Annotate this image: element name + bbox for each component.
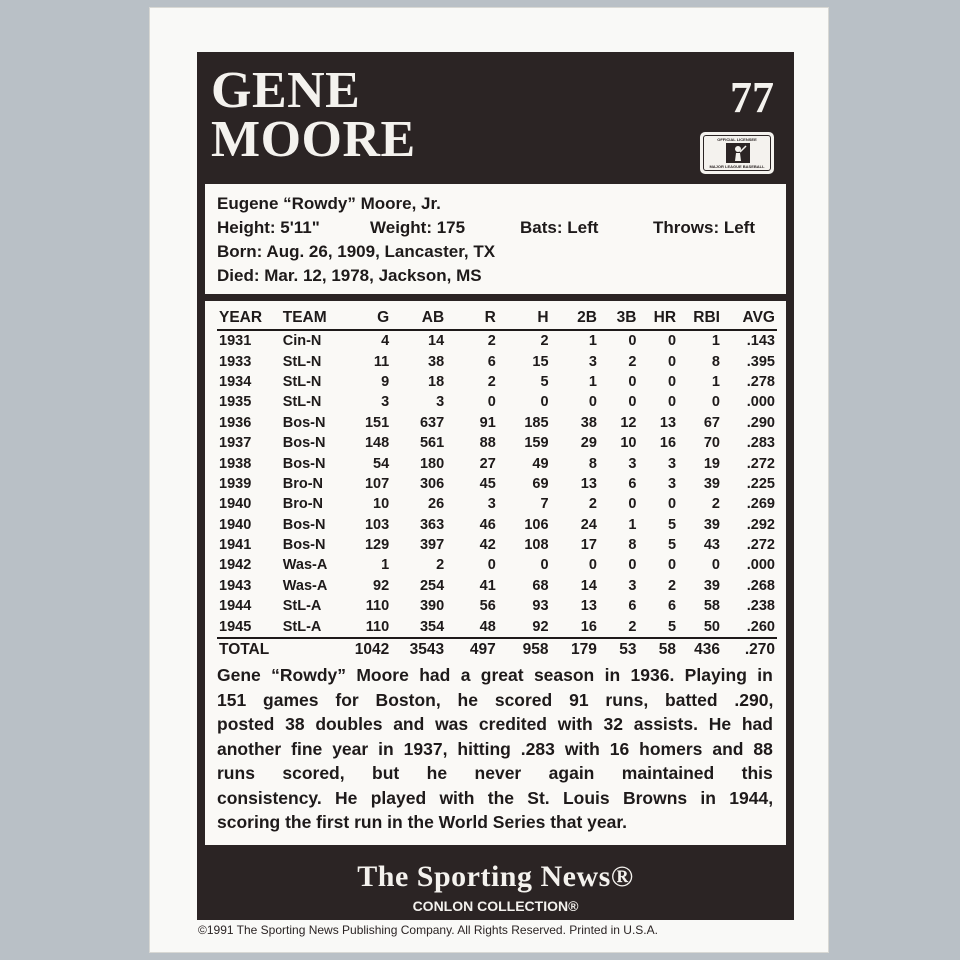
cell-team: Was-A	[282, 557, 328, 574]
cell-team: Bro-N	[282, 496, 324, 513]
stats-row	[217, 555, 777, 575]
cell-ab: 254	[419, 577, 445, 594]
header-g: G	[349, 307, 391, 330]
cell-g: 54	[373, 455, 390, 472]
cell-rbi: 67	[703, 414, 720, 431]
cell-ab: 2	[436, 557, 445, 574]
cell-team: StL-A	[282, 598, 322, 615]
total-hr: 58	[638, 638, 678, 661]
bio-height: Height: 5'11"	[217, 218, 320, 237]
cell-ab: 306	[419, 475, 445, 492]
cell-team: StL-N	[282, 373, 322, 390]
mlb-logo	[700, 132, 774, 174]
stats-row	[217, 535, 777, 555]
sporting-news-logo: The Sporting News®	[357, 860, 634, 893]
cell-g: 4	[381, 333, 390, 350]
cell-g: 103	[364, 516, 390, 533]
cell-team: Bro-N	[282, 475, 324, 492]
cell-h: 92	[532, 618, 549, 635]
header-3b: 3B	[599, 307, 639, 330]
cell-2b: 2	[588, 496, 597, 513]
cell-3b: 10	[620, 435, 637, 452]
cell-3b: 0	[628, 373, 637, 390]
cell-g: 110	[365, 618, 390, 635]
cell-ab: 180	[419, 455, 445, 472]
cell-year: 1936	[219, 414, 252, 431]
cell-g: 151	[364, 414, 390, 431]
header-hr: HR	[638, 307, 678, 330]
mlb-logo-top-text: OFFICIAL LICENSEE	[717, 137, 757, 142]
stats-row	[217, 474, 777, 494]
header-rbi: RBI	[678, 307, 722, 330]
cell-g: 92	[373, 577, 390, 594]
player-first-name: GENE	[211, 62, 361, 119]
cell-h: 7	[540, 496, 549, 513]
cell-2b: 16	[580, 618, 597, 635]
cell-h: 93	[532, 598, 549, 615]
cell-r: 48	[479, 618, 496, 635]
cell-avg: .269	[746, 496, 775, 513]
stats-row	[217, 596, 777, 616]
cell-2b: 38	[580, 414, 597, 431]
stats-row	[217, 515, 777, 535]
batter-silhouette-icon	[726, 143, 750, 163]
cell-team: Was-A	[282, 577, 328, 594]
cell-r: 45	[479, 475, 496, 492]
story-line: runs scored, but he never again maintained this	[217, 763, 773, 783]
cell-g: 3	[381, 394, 390, 411]
cell-hr: 2	[667, 577, 677, 594]
stats-row	[217, 392, 777, 412]
cell-rbi: 1	[711, 373, 720, 390]
cell-rbi: 58	[703, 598, 720, 615]
cell-team: Bos-N	[282, 537, 326, 554]
cell-hr: 5	[667, 618, 677, 635]
cell-year: 1933	[219, 353, 252, 370]
cell-avg: .143	[746, 333, 775, 350]
bio-full-name: Eugene “Rowdy” Moore, Jr.	[217, 194, 441, 213]
stats-row	[217, 616, 777, 637]
cell-3b: 6	[628, 475, 637, 492]
cell-3b: 3	[628, 577, 637, 594]
cell-avg: .292	[746, 516, 775, 533]
bio-born: Born: Aug. 26, 1909, Lancaster, TX	[217, 242, 496, 261]
cell-year: 1940	[219, 516, 252, 533]
header-ab: AB	[391, 307, 446, 330]
cell-h: 0	[540, 557, 549, 574]
cell-year: 1931	[219, 333, 252, 350]
total-2b: 179	[551, 638, 599, 661]
cell-r: 27	[479, 455, 496, 472]
player-name	[211, 62, 416, 168]
cell-h: 5	[540, 373, 549, 390]
cell-g: 129	[364, 537, 390, 554]
cell-h: 49	[532, 455, 549, 472]
cell-2b: 0	[588, 394, 597, 411]
cell-hr: 0	[667, 353, 677, 370]
stats-header-row	[217, 307, 777, 330]
cell-h: 15	[532, 353, 549, 370]
stats-table	[217, 307, 777, 661]
total-ab: 3543	[391, 638, 446, 661]
cell-r: 91	[479, 414, 496, 431]
cell-2b: 1	[588, 333, 597, 350]
stats-row	[217, 372, 777, 392]
cell-ab: 397	[419, 537, 445, 554]
header-year: YEAR	[217, 307, 281, 330]
header-r: R	[446, 307, 498, 330]
cell-avg: .272	[746, 537, 775, 554]
cell-h: 2	[540, 333, 549, 350]
cell-year: 1938	[219, 455, 252, 472]
cell-h: 0	[540, 394, 549, 411]
player-last-name: MOORE	[211, 111, 416, 168]
cell-3b: 6	[628, 598, 637, 615]
story-line: Gene “Rowdy” Moore had a great season in 1936. Playing in	[217, 665, 773, 685]
cell-2b: 3	[588, 353, 597, 370]
cell-avg: .395	[746, 353, 775, 370]
cell-avg: .272	[746, 455, 775, 472]
cell-team: StL-A	[282, 618, 322, 635]
stats-row	[217, 413, 777, 433]
cell-2b: 8	[588, 455, 597, 472]
total-rbi: 436	[678, 638, 722, 661]
bio-throws: Throws: Left	[653, 218, 755, 237]
cell-rbi: 2	[711, 496, 720, 513]
cell-g: 9	[381, 373, 390, 390]
cell-team: Bos-N	[282, 414, 326, 431]
cell-rbi: 1	[711, 333, 720, 350]
cell-ab: 26	[428, 496, 445, 513]
cell-g: 107	[364, 475, 390, 492]
cell-year: 1945	[219, 618, 252, 635]
cell-rbi: 8	[711, 353, 720, 370]
cell-3b: 0	[628, 496, 637, 513]
cell-rbi: 0	[711, 394, 720, 411]
cell-ab: 354	[419, 618, 445, 635]
cell-rbi: 50	[703, 618, 720, 635]
cell-ab: 3	[436, 394, 445, 411]
total-3b: 53	[599, 638, 639, 661]
cell-hr: 16	[659, 435, 677, 452]
cell-3b: 2	[628, 618, 637, 635]
cell-r: 88	[479, 435, 496, 452]
cell-3b: 3	[628, 455, 637, 472]
cell-avg: .238	[746, 598, 775, 615]
cell-g: 1	[381, 557, 390, 574]
cell-hr: 13	[659, 414, 677, 431]
cell-2b: 24	[580, 516, 597, 533]
cell-ab: 18	[428, 373, 445, 390]
cell-hr: 0	[667, 333, 677, 350]
cell-avg: .225	[746, 475, 775, 492]
header-h: H	[498, 307, 551, 330]
cell-ab: 637	[419, 414, 445, 431]
story-line: 151 games for Boston, he scored 91 runs, batted .290,	[217, 689, 774, 710]
total-team	[281, 638, 349, 661]
stats-row	[217, 576, 777, 596]
cell-r: 0	[487, 394, 496, 411]
cell-r: 3	[487, 496, 496, 513]
cell-3b: 0	[628, 557, 637, 574]
header-2b: 2B	[551, 307, 599, 330]
cell-3b: 0	[628, 333, 637, 350]
cell-hr: 0	[667, 373, 677, 390]
bio-bats: Bats: Left	[520, 218, 599, 237]
stats-row	[217, 433, 777, 453]
cell-year: 1935	[219, 394, 252, 411]
cell-avg: .260	[746, 618, 775, 635]
stats-row	[217, 330, 777, 351]
mlb-logo-bottom-text: MAJOR LEAGUE BASEBALL	[709, 164, 765, 169]
total-r: 497	[446, 638, 498, 661]
total-h: 958	[498, 638, 551, 661]
cell-2b: 29	[580, 435, 597, 452]
cell-ab: 390	[419, 598, 445, 615]
cell-2b: 17	[580, 537, 597, 554]
header-team: TEAM	[281, 307, 349, 330]
bio-box	[205, 184, 786, 294]
cell-avg: .283	[746, 435, 775, 452]
story-line: posted 38 doubles and was credited with 32 assists. He had	[217, 714, 773, 734]
cell-r: 56	[479, 598, 496, 615]
cell-hr: 3	[667, 455, 677, 472]
cell-h: 159	[524, 435, 549, 452]
cell-3b: 0	[628, 394, 637, 411]
copyright-line: ©1991 The Sporting News Publishing Company. All Rights Reserved. Printed in U.S.A.	[198, 923, 658, 937]
total-label: TOTAL	[217, 638, 281, 661]
cell-rbi: 43	[703, 537, 720, 554]
cell-team: Bos-N	[282, 516, 326, 533]
cell-h: 185	[524, 414, 549, 431]
total-avg: .270	[722, 638, 777, 661]
cell-team: Cin-N	[282, 333, 322, 350]
stats-row	[217, 494, 777, 514]
cell-r: 46	[479, 516, 496, 533]
cell-2b: 13	[580, 598, 597, 615]
cell-g: 10	[373, 496, 390, 513]
cell-hr: 5	[667, 516, 677, 533]
cell-r: 2	[487, 333, 496, 350]
cell-h: 108	[524, 537, 549, 554]
cell-ab: 561	[419, 435, 445, 452]
bio-died: Died: Mar. 12, 1978, Jackson, MS	[217, 266, 482, 285]
cell-g: 11	[373, 353, 390, 370]
cell-year: 1940	[219, 496, 252, 513]
cell-ab: 363	[419, 516, 445, 533]
header-avg: AVG	[722, 307, 777, 330]
cell-hr: 0	[667, 557, 677, 574]
stats-total-row	[217, 638, 777, 661]
cell-avg: .290	[746, 414, 775, 431]
cell-year: 1937	[219, 435, 252, 452]
total-g: 1042	[349, 638, 391, 661]
cell-r: 6	[487, 353, 496, 370]
cell-avg: .000	[746, 394, 775, 411]
cell-r: 42	[479, 537, 496, 554]
cell-year: 1943	[219, 577, 252, 594]
cell-h: 68	[532, 577, 549, 594]
cell-avg: .000	[746, 557, 775, 574]
cell-3b: 2	[628, 353, 637, 370]
card-number: 77	[730, 73, 774, 122]
cell-rbi: 39	[703, 475, 720, 492]
cell-r: 2	[487, 373, 496, 390]
cell-year: 1941	[219, 537, 252, 554]
cell-hr: 6	[667, 598, 677, 615]
cell-team: StL-N	[282, 353, 322, 370]
cell-rbi: 39	[703, 577, 720, 594]
cell-h: 69	[532, 475, 549, 492]
cell-h: 106	[524, 516, 549, 533]
cell-hr: 0	[667, 496, 677, 513]
cell-r: 0	[487, 557, 496, 574]
cell-2b: 1	[588, 373, 597, 390]
baseball-card-back	[150, 8, 828, 952]
cell-2b: 14	[580, 577, 597, 594]
stats-row	[217, 351, 777, 371]
cell-hr: 3	[667, 475, 677, 492]
cell-3b: 1	[628, 516, 637, 533]
bio-weight: Weight: 175	[370, 218, 466, 237]
card-panel	[197, 52, 794, 920]
story-line: scoring the first run in the World Series that year.	[217, 812, 628, 832]
cell-r: 41	[479, 577, 496, 594]
cell-team: StL-N	[282, 394, 322, 411]
stats-row	[217, 453, 777, 473]
cell-avg: .268	[746, 577, 775, 594]
cell-rbi: 39	[703, 516, 720, 533]
cell-year: 1942	[219, 557, 252, 574]
cell-g: 110	[365, 598, 390, 615]
cell-year: 1934	[219, 373, 252, 390]
cell-team: Bos-N	[282, 435, 326, 452]
cell-g: 148	[364, 435, 390, 452]
cell-3b: 8	[628, 537, 637, 554]
career-story	[217, 663, 773, 835]
story-line: another fine year in 1937, hitting .283 with 16 homers and 88	[217, 738, 773, 759]
cell-rbi: 19	[703, 455, 720, 472]
cell-year: 1939	[219, 475, 252, 492]
cell-team: Bos-N	[282, 455, 326, 472]
cell-year: 1944	[219, 598, 252, 615]
conlon-collection-label: CONLON COLLECTION®	[412, 898, 579, 914]
cell-2b: 13	[580, 475, 597, 492]
story-line: consistency. He played with the St. Louis Browns in 1944,	[217, 787, 774, 808]
stats-box	[205, 301, 786, 845]
cell-ab: 38	[428, 353, 445, 370]
cell-ab: 14	[428, 333, 445, 350]
cell-hr: 0	[667, 394, 677, 411]
cell-hr: 5	[667, 537, 677, 554]
cell-rbi: 70	[703, 435, 720, 452]
cell-3b: 12	[620, 414, 637, 431]
cell-avg: .278	[746, 373, 775, 390]
cell-2b: 0	[588, 557, 597, 574]
cell-rbi: 0	[711, 557, 720, 574]
